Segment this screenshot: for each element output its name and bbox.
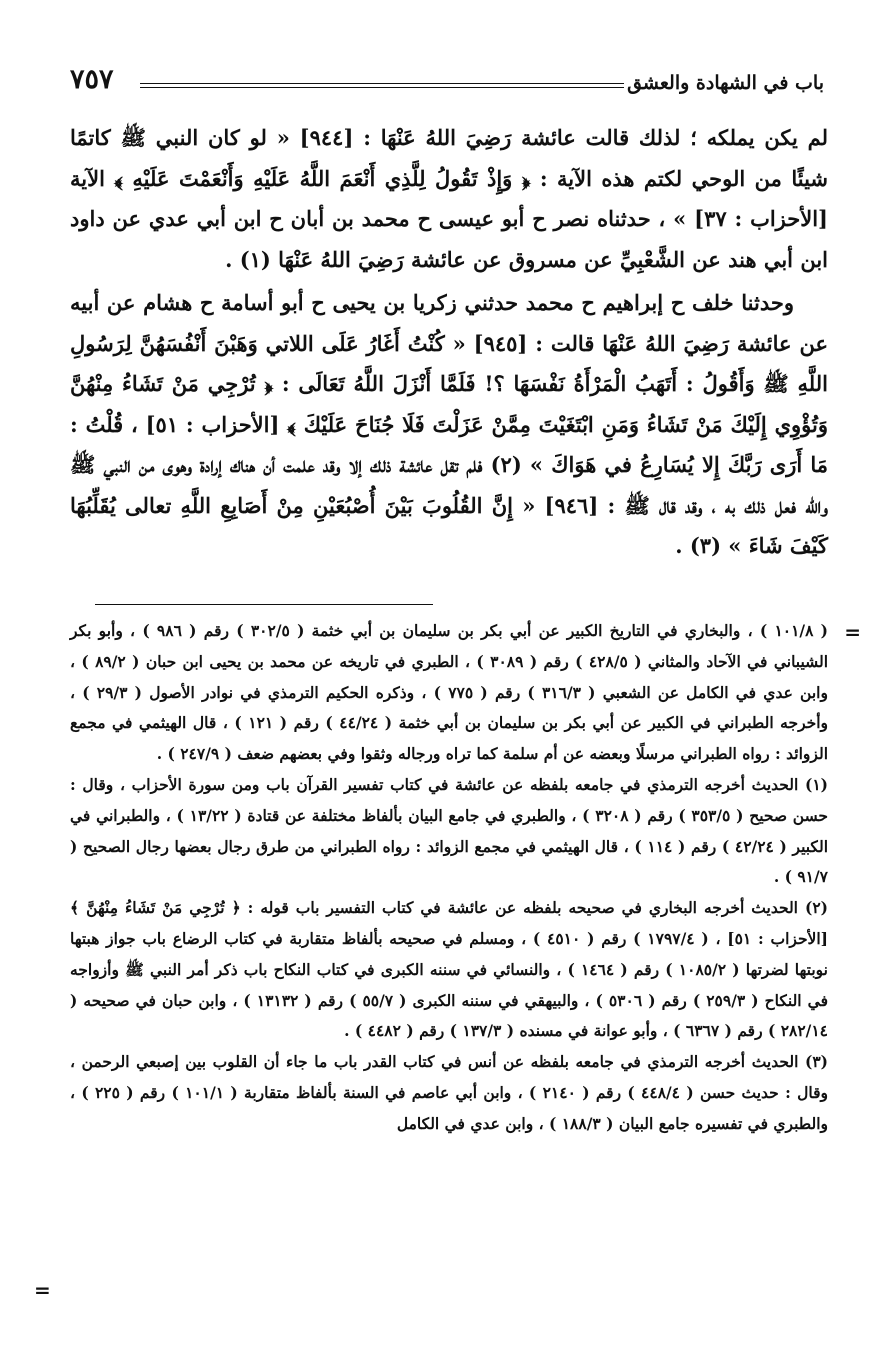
main-paragraph-2: وحدثنا خلف ح إبراهيم ح محمد حدثني زكريا بن يحيى ح أبو أسامة ح هشام عن أبيه عن عائشة رَضِيَ اللهُ عَنْهَا قالت : [٩٤٥] « كُنْتُ أَغَارُ عَلَى اللاتي وَهَبْنَ أَنْفُسَهُنَّ لِرَسُولِ اللَّهِ ﷺ وَأَقُولُ : أَتَهَبُ الْمَرْأَةُ نَفْسَهَا ؟! فَلَمَّا أَنْزَلَ اللَّهُ تَعَالَى : ﴿ تُرْجِي مَنْ تَشَاءُ مِنْهُنَّ وَتُؤْوِي إِلَيْكَ مَنْ تَشَاءُ وَمَنِ ابْتَغَيْتَ مِمَّنْ عَزَلْتَ فَلَا جُنَاحَ عَلَيْكَ ﴾ [الأحزاب : ٥١] ، قُلْتُ : مَا أَرَى رَبَّكَ إِلا يُسَارِعُ في هَوَاكَ » (٢) فلم تقل عائشة ذلك إلا وقد علمت أن هناك إرادة وهوى من النبي ﷺ والله فعل ذلك به ، وقد قال ﷺ : [٩٤٦] « إِنَّ القُلُوبَ بَيْنَ أُصْبُعَيْنِ مِنْ أَصَابِعِ اللَّهِ تعالى يُقَلِّبُهَا كَيْفَ شَاءَ » (٣) . bbox=[70, 290, 829, 558]
main-paragraph-1: لم يكن يملكه ؛ لذلك قالت عائشة رَضِيَ اللهُ عَنْهَا : [٩٤٤] « لو كان النبي ﷺ كاتمًا شيئًا من الوحي لكتم هذه الآية : ﴿ وَإِذْ تَقُولُ لِلَّذِي أَنْعَمَ اللَّهُ عَلَيْهِ وَأَنْعَمْتَ عَلَيْهِ ﴾ الآية [الأحزاب : ٣٧] » ، حدثناه نصر ح أبو عيسى ح محمد بن أبان ح ابن أبي عدي عن داود ابن أبي هند عن الشَّعْبِيِّ عن مسروق عن عائشة رَضِيَ اللهُ عَنْهَا (١) . bbox=[70, 125, 828, 272]
footnote-3: (٣) الحديث أخرجه الترمذي في جامعه بلفظه عن أنس في كتاب القدر باب ما جاء أن القلوب بين إصبعي الرحمن ، وقال : حديث حسن ( ٤٤٨/٤ ) رقم ( ٢١٤٠ ) ، وابن أبي عاصم في السنة بألفاظ متقاربة ( ١٠١/١ ) رقم ( ٢٢٥ ) ، والطبري في تفسيره جامع البيان ( ١٨٨/٣ ) ، وابن عدي في الكامل bbox=[70, 1052, 828, 1133]
running-title: باب في الشهادة والعشق bbox=[627, 72, 824, 94]
continuation-mark-bottom: = bbox=[34, 1278, 51, 1302]
footnote-2: (٢) الحديث أخرجه البخاري في صحيحه بلفظه عن عائشة في كتاب التفسير باب قوله : ﴿ تُرْجِي مَنْ تَشَاءُ مِنْهُنَّ ﴾ [الأحزاب : ٥١] ، ( ١٧٩٧/٤ ) رقم ( ٤٥١٠ ) ، ومسلم في صحيحه بألفاظ متقاربة في كتاب الرضاع باب جواز هبتها نوبتها لضرتها ( ١٠٨٥/٢ ) رقم ( ١٤٦٤ ) ، والنسائي في سننه الكبرى في كتاب النكاح باب ذكر أمر النبي ﷺ وأزواجه في النكاح ( ٢٥٩/٣ ) رقم ( ٥٣٠٦ ) ، والبيهقي في سننه الكبرى ( ٥٥/٧ ) رقم ( ١٣١٣٢ ) ، وابن حبان في صحيحه ( ٢٨٢/١٤ ) رقم ( ٦٣٦٧ ) ، وأبو عوانة في مسنده ( ١٣٧/٣ ) رقم ( ٤٤٨٢ ) . bbox=[70, 898, 829, 1041]
continuation-mark-top: = bbox=[844, 620, 861, 644]
footnotes bbox=[70, 616, 828, 1140]
footnote-1: (١) الحديث أخرجه الترمذي في جامعه بلفظه عن عائشة في كتاب تفسير القرآن باب ومن سورة الأحزاب ، وقال : حسن صحيح ( ٣٥٣/٥ ) رقم ( ٣٢٠٨ ) ، والطبري في جامع البيان بألفاظ مختلفة عن قتادة ( ١٣/٢٢ ) ، والطبراني في الكبير ( ٤٢/٢٤ ) رقم ( ١١٤ ) ، قال الهيثمي في مجمع الزوائد : رواه الطبراني من طرق رجال بعضها رجال الصحيح ( ٩١/٧ ) . bbox=[70, 774, 829, 887]
page-number: ٧٥٧ bbox=[70, 64, 114, 95]
page-header bbox=[70, 66, 824, 106]
footnote-continued: ( ١٠١/٨ ) ، والبخاري في التاريخ الكبير عن أبي بكر بن سليمان بن أبي خثمة ( ٣٠٢/٥ ) رقم ( ٩٨٦ ) ، وأبو بكر الشيباني في الآحاد والمثاني ( ٤٢٨/٥ ) رقم ( ٣٠٨٩ ) ، الطبري في تاريخه عن محمد بن يحيى ابن حبان ( ٨٩/٢ ) ، وابن عدي في الكامل عن الشعبي ( ٣١٦/٣ ) رقم ( ٧٧٥ ) ، وذكره الحكيم الترمذي في نوادر الأصول ( ٢٩/٣ ) ، وأخرجه الطبراني في الكبير عن أبي بكر بن سليمان بن أبي خثمة ( ٤٤/٢٤ ) رقم ( ١٢١ ) ، قال الهيثمي في مجمع الزوائد : رواه الطبراني مرسلًا وبعضه عن أم سلمة كما تراه ورجاله وثقوا وفي بعضهم ضعف ( ٢٤٧/٩ ) . bbox=[70, 621, 829, 764]
main-text bbox=[70, 118, 828, 567]
footnote-separator bbox=[95, 604, 433, 605]
header-rule bbox=[140, 83, 624, 88]
